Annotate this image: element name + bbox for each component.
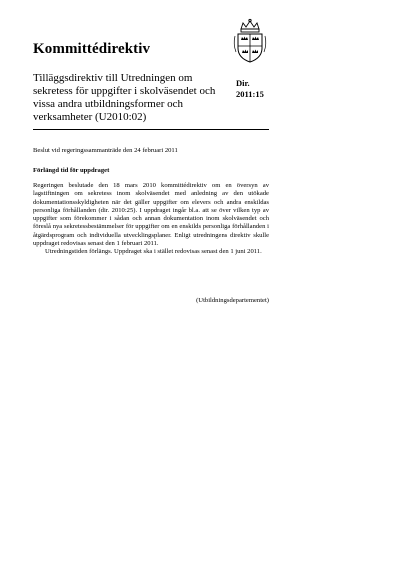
paragraph: Regeringen beslutade den 18 mars 2010 kommittédirektiv om en översyn av lagstiftningen om sekretess inom skolväsendet med anledning av den utökade dokumentationsskyldigheten när det gäller uppgifter om elevers och andra enskildas personliga förhållanden (dir. 2010:25). I uppdraget ingår bl.a. att se över vilken typ av uppgifter som förekommer i sådan och annan dokumentation inom skolväsendet och föreslå nya sekretessbestämmelser för uppgifter om en enskilds personliga förhållanden i åtgärdsprogram och individuella utvecklingsplaner. Enligt utredningens direktiv skulle uppdraget redovisas senast den 1 februari 2011.: [33, 182, 269, 248]
swedish-coat-of-arms-icon: [232, 18, 268, 64]
document-heading: Kommittédirektiv: [33, 41, 151, 57]
paragraph: Utredningstiden förlängs. Uppdraget ska i stället redovisas senast den 1 juni 2011.: [45, 248, 262, 256]
department-name: (Utbildningsdepartementet): [196, 297, 269, 304]
header-divider: [33, 129, 269, 130]
section-heading: Förlängd tid för uppdraget: [33, 167, 110, 174]
decision-line: Beslut vid regeringssammanträde den 24 februari 2011: [33, 147, 178, 154]
body-text: [33, 182, 269, 257]
directive-title: Tilläggsdirektiv till Utredningen om sekretess för uppgifter i skolväsendet och vissa andra utbildningsformer och verksamheter (U2010:02): [33, 72, 216, 123]
directive-label: Dir.: [236, 78, 250, 88]
directive-number: 2011:15: [236, 89, 264, 99]
